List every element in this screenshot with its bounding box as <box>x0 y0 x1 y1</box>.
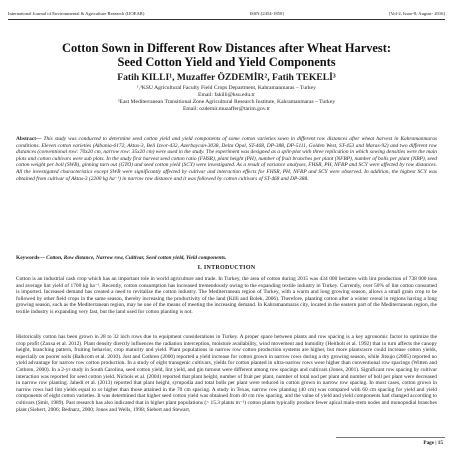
author-list: Fatih KILLI¹, Muzaffer ÖZDEMİR², Fatih TEKELİ³ <box>117 72 336 83</box>
keywords <box>16 255 437 262</box>
affiliation-2-email: Email: ozdemir.muzaffer@tarim.gov.tr <box>182 106 270 112</box>
running-header <box>8 9 445 18</box>
journal-issn: ISSN:[2454-1850] <box>249 11 284 16</box>
keywords-text: Cotton, Row distance, Narrow row, Cultivar, Seed cotton yield, Yield components. <box>46 255 227 261</box>
abstract <box>16 136 437 182</box>
affiliation-2: ²East Mediterranean Transitional Zone Agricultural Research Institute, Kahramanmaras – Turkey <box>117 99 336 105</box>
paper-title-line-2: Seed Cotton Yield and Yield Components <box>117 55 336 70</box>
section-heading-introduction: I. INTRODUCTION <box>197 265 256 271</box>
journal-name: International Journal of Environmental & Agriculture Research (IJOEAR) <box>8 11 145 16</box>
abstract-text: This study was conducted to determine seed cotton yield and yield components of some cotton varieties sown in different row distances after wheat harvest in Kahramanmaras conditions. Eleven cotton varieties (Albania-6172, Aktas-3, Beli Izvor-432, Azerbaycan-3038, Delta Opal, ST-468, DP-388, DP-5111, Golden West, ST-453 and Maras-92) and two different row distances (conventional row: 70x20 cm, narrow row: 35x20 cm) were used in the study. The experiment was designed as a split-plot with three replication in which sowing densities were the main plots and cotton cultivars were sub plots. In the study first harvest seed cotton ratio (FHSR), plant height (PH), number of fruit branches per plant (NFBP), number of bolls per plant (NBP), seed cotton weight per boll (SWB), ginning turn out (GTO) and seed cotton yield (SCY) were investigated. As a result of variance analyses, FHSR, PH, NFBP and SCY were affected by row distances. All the investigated characteristics except SWB were significantly affected by cultivar and interaction effects for FHSR, PH, NFBP and SCY were observed. In addition, the highest SCY was obtained from cultivar of Aktas-3 (2200 kg ha⁻¹) in narrow row distance and it was followed by cotton cultivars of ST-468 and DP-388. <box>16 136 437 182</box>
body-paragraph-2: Historically cotton has been grown in 28 to 32 inch rows due to equipment considerations in Turkey. A proper space between plants and row spacing is a key agronomic factor to optimize the crop profit (Zaxsa et al. 2012). Plant density directly influences the radiation interception, moisture availability, wind movement and humidity (Heitholt et al. 1992) that in turn affects the canopy height, branching pattern, fruiting behavior, crop maturity and yield. Plant populations in narrow row cotton production systems are higher, but more plants/acre could increase cotton yields, especially on poorer soils (Balkcom et al. 2010). Jost and Cothren (2000) reported a yield increase for cotton grown in narrow rows during a dry growing season, while Jitsujo (2005) reported no yield advantage for narrow row cotton production. In a study of eight transgenic cultivars, yields for cotton planted in ultra-narrow rows were higher than conventional row spacings (Witten and Cothren, 2000). In a 2-yr study in South Carolina, seed cotton yield, lint yield, and gin turnout were different among row spacings and cultivars (Jones, 2001). Significant row spacing by cultivar interaction was reported for seed cotton yield. Nichols et al. (2004) reported that plant height, number of fruit per plant, number of total nod per plant and number of boll per plant were decreased in narrow row planting. Jahedi et al. (2013) reported that plant height, sympodia and total bolls per plant were reduced in cotton grown in narrow row spacing. In most cases, cotton grown in narrow rows had lint yields equal to or higher than those attained in the 70 cm spacing. A study in Texas, narrow row planting (40 cm) was compared with 60 cm spacing for yield and yield components of eight cotton varieties. It was determined that higher seed cotton yield was obtained from 40 cm row spacing, and the value of yield and yield components had changed according to cultivars (Smit, 1989). Past research has also indicated that in higher plant populations (> 15.3 plants m⁻¹) cotton plants typically produce fewer apical main-stem nodes and monopodial branches plant (Siebert, 2006; Bednarz, 2000; Jones and Wells, 1998; Siebert and Stewart, <box>16 334 437 413</box>
affiliation-1: ¹,³KSU Agricultural Faculty Field Crops Department, Kahramanmaras – Turkey <box>137 85 316 91</box>
paper-title-line-1: Cotton Sown in Different Row Distances after Wheat Harvest: <box>62 41 391 55</box>
abstract-label: Abstract— <box>16 136 42 142</box>
footer-divider <box>336 437 445 438</box>
affiliation-1-email: Email: fakilli@ksu.edu.tr <box>198 92 255 98</box>
header-divider <box>8 19 445 20</box>
page-number: Page | 15 <box>423 440 443 446</box>
journal-volume: [Vol-2, Issue-8, August- 2016] <box>389 11 445 16</box>
keywords-label: Keywords— <box>16 255 45 261</box>
paper-title <box>6 41 447 70</box>
body-paragraph-1: Cotton is an industrial cash crop which has an important role in world agriculture and trade. In Turkey, the area of cotton during 2015 was 434 000 hectares with lint production of 738 000 tons and average lint yield of 1700 kg ha⁻¹. Recently, cotton consumption has increased tremendously owing to the expanding textile industry in Turkey. Currently, over 50% of lint cotton consumed is imported. Increased demand has created a need to revitalize the cotton industry. The Mediterranean region of Turkey, with a warm and long growing season, allows a small grain crop to be followed by other field crops in the same season, thereby increasing the productivity of the land (Killi and Bolek, 2006). Therefore, planting cotton after a winter cereal in regions having a long growing season, such as the Mediterranean region, may be one of the means of meeting the increasing demand. In Kahramanmaras city, located in the eastern part of the Mediterranean region, the textile industry is expanding very fast, but the land used for cotton planting is not. <box>16 276 437 315</box>
document-page <box>6 6 447 449</box>
